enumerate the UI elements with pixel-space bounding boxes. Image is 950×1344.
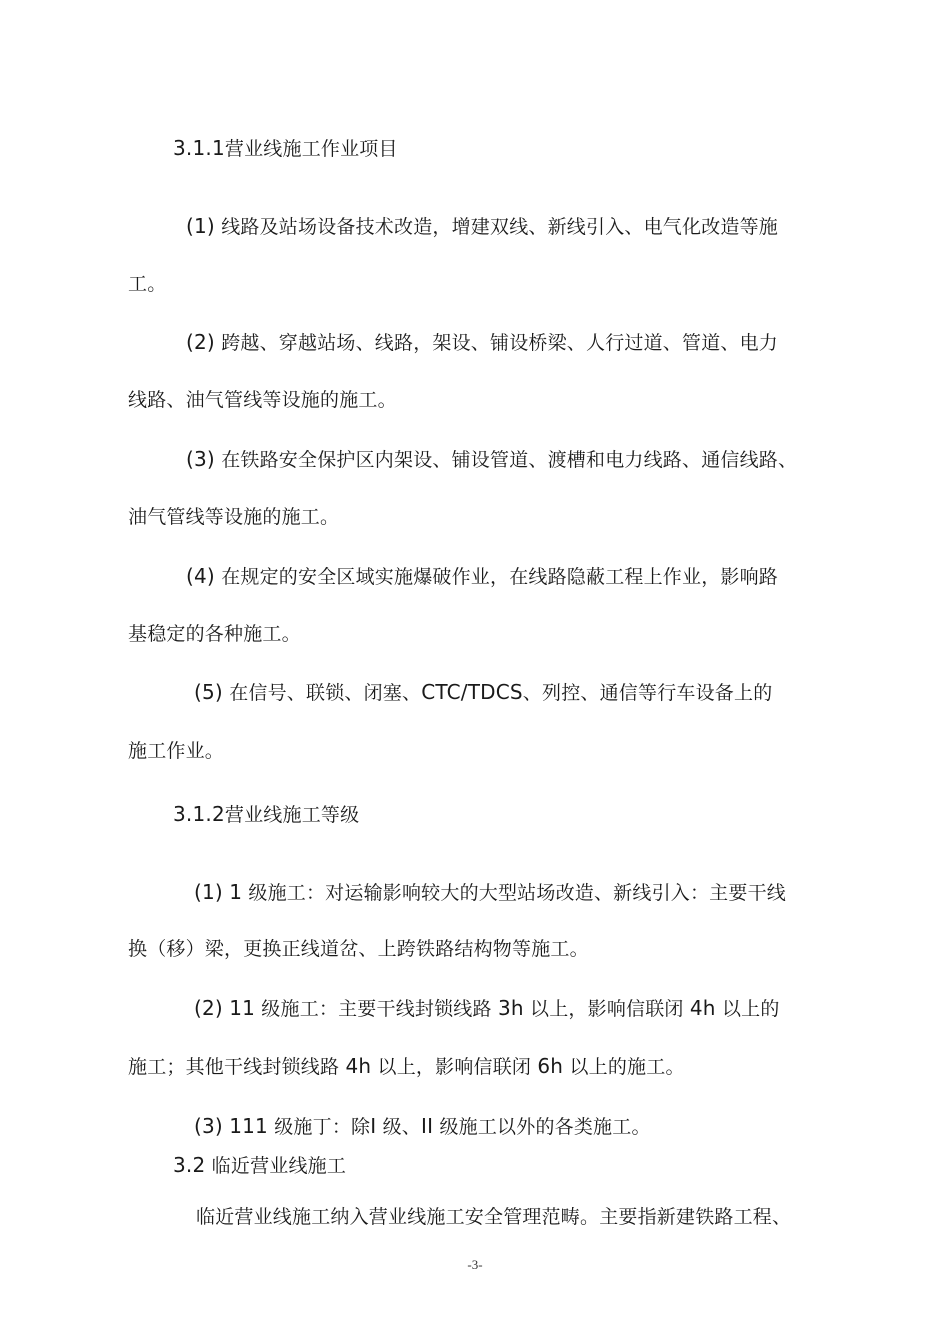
paragraph-2-line-2 xyxy=(128,388,397,412)
paragraph-5-line-2 xyxy=(128,739,224,763)
roman-numeral: I xyxy=(370,1114,377,1138)
paragraph-text: 临近营业线施工纳入营业线施工安全管理范畴。主要指新建铁路工程、 xyxy=(196,1206,792,1228)
paragraph-4-line-1 xyxy=(186,564,778,589)
section-heading-3-1-2 xyxy=(173,802,359,827)
paragraph-text: 以上，影响信联闭 xyxy=(530,998,684,1020)
item-number: (5) xyxy=(194,680,223,704)
grade-1-line-1 xyxy=(194,880,786,905)
paragraph-text: 线路及站场设备技术改造，增建双线、新线引入、电气化改造等施 xyxy=(221,216,778,238)
paragraph-3-line-2 xyxy=(128,505,339,529)
paragraph-4-line-2 xyxy=(128,622,301,646)
paragraph-text: 工。 xyxy=(128,273,167,295)
paragraph-text: 以上，影响信联闭 xyxy=(377,1056,532,1078)
grade-3-line-1 xyxy=(194,1114,651,1139)
item-number: (2) xyxy=(186,330,215,354)
paragraph-text: 基稳定的各种施工。 xyxy=(128,623,301,645)
paragraph-text: 在铁路安全保护区内架设、铺设管道、渡槽和电力线路、通信线路、 xyxy=(221,449,798,471)
paragraph-text: 线路、油气管线等设施的施工。 xyxy=(128,389,397,411)
item-number: (1) xyxy=(186,214,215,238)
section-heading-3-2 xyxy=(173,1153,346,1178)
duration-value: 4h xyxy=(345,1054,372,1078)
item-number: (1) xyxy=(194,880,223,904)
paragraph-text: 在规定的安全区域实施爆破作业，在线路隐蔽工程上作业，影响路 xyxy=(221,566,778,588)
paragraph-text: 换（移）梁，更换正线道岔、上跨铁路结构物等施工。 xyxy=(128,938,589,960)
paragraph-2-line-1 xyxy=(186,330,778,355)
paragraph-text: 在信号、联锁、闭塞、 xyxy=(229,682,422,704)
duration-value: 6h xyxy=(537,1054,564,1078)
section-number: 3.1.1 xyxy=(173,136,225,160)
section-title: 临近营业线施工 xyxy=(211,1155,347,1177)
item-number: (2) xyxy=(194,996,223,1020)
section-number: 3.1.2 xyxy=(173,802,225,826)
paragraph-text: 级施丁：除 xyxy=(274,1116,371,1138)
item-number: (4) xyxy=(186,564,215,588)
system-code: CTC/TDCS xyxy=(421,680,523,704)
item-number: (3) xyxy=(194,1114,223,1138)
item-number: (3) xyxy=(186,447,215,471)
paragraph-text: 、列控、通信等行车设备上的 xyxy=(522,682,773,704)
grade-2-line-1 xyxy=(194,996,780,1021)
grade-level: 111 xyxy=(229,1114,268,1138)
duration-value: 3h xyxy=(497,996,524,1020)
paragraph-text: 施工作业。 xyxy=(128,740,225,762)
paragraph-6-line-1 xyxy=(196,1205,791,1229)
paragraph-text: 级施工以外的各类施工。 xyxy=(439,1116,651,1138)
paragraph-text: 油气管线等设施的施工。 xyxy=(128,506,340,528)
grade-2-line-2 xyxy=(128,1054,685,1079)
paragraph-text: 级、 xyxy=(382,1116,421,1138)
paragraph-text: 以上的 xyxy=(721,998,780,1020)
duration-value: 4h xyxy=(689,996,716,1020)
paragraph-text: 跨越、穿越站场、线路，架设、铺设桥梁、人行过道、管道、电力 xyxy=(221,332,778,354)
section-title: 营业线施工作业项目 xyxy=(224,138,398,160)
grade-1-line-2 xyxy=(128,937,589,961)
paragraph-1-line-2 xyxy=(128,272,166,296)
section-number: 3.2 xyxy=(173,1153,206,1177)
paragraph-1-line-1 xyxy=(186,214,778,239)
roman-numeral: II xyxy=(421,1114,434,1138)
section-heading-3-1-1 xyxy=(173,136,398,161)
page-number: -3- xyxy=(467,1257,483,1272)
grade-level: 1 xyxy=(229,880,243,904)
paragraph-text: 施工；其他干线封锁线路 xyxy=(128,1056,340,1078)
paragraph-text: 级施工：主要干线封锁线路 xyxy=(261,998,492,1020)
section-title: 营业线施工等级 xyxy=(224,804,360,826)
paragraph-text: 级施工：对运输影响较大的大型站场改造、新线引入：主要干线 xyxy=(248,882,786,904)
paragraph-3-line-1 xyxy=(186,447,797,472)
paragraph-text: 以上的施工。 xyxy=(569,1056,685,1078)
grade-level: 11 xyxy=(229,996,256,1020)
paragraph-5-line-1 xyxy=(194,680,772,705)
